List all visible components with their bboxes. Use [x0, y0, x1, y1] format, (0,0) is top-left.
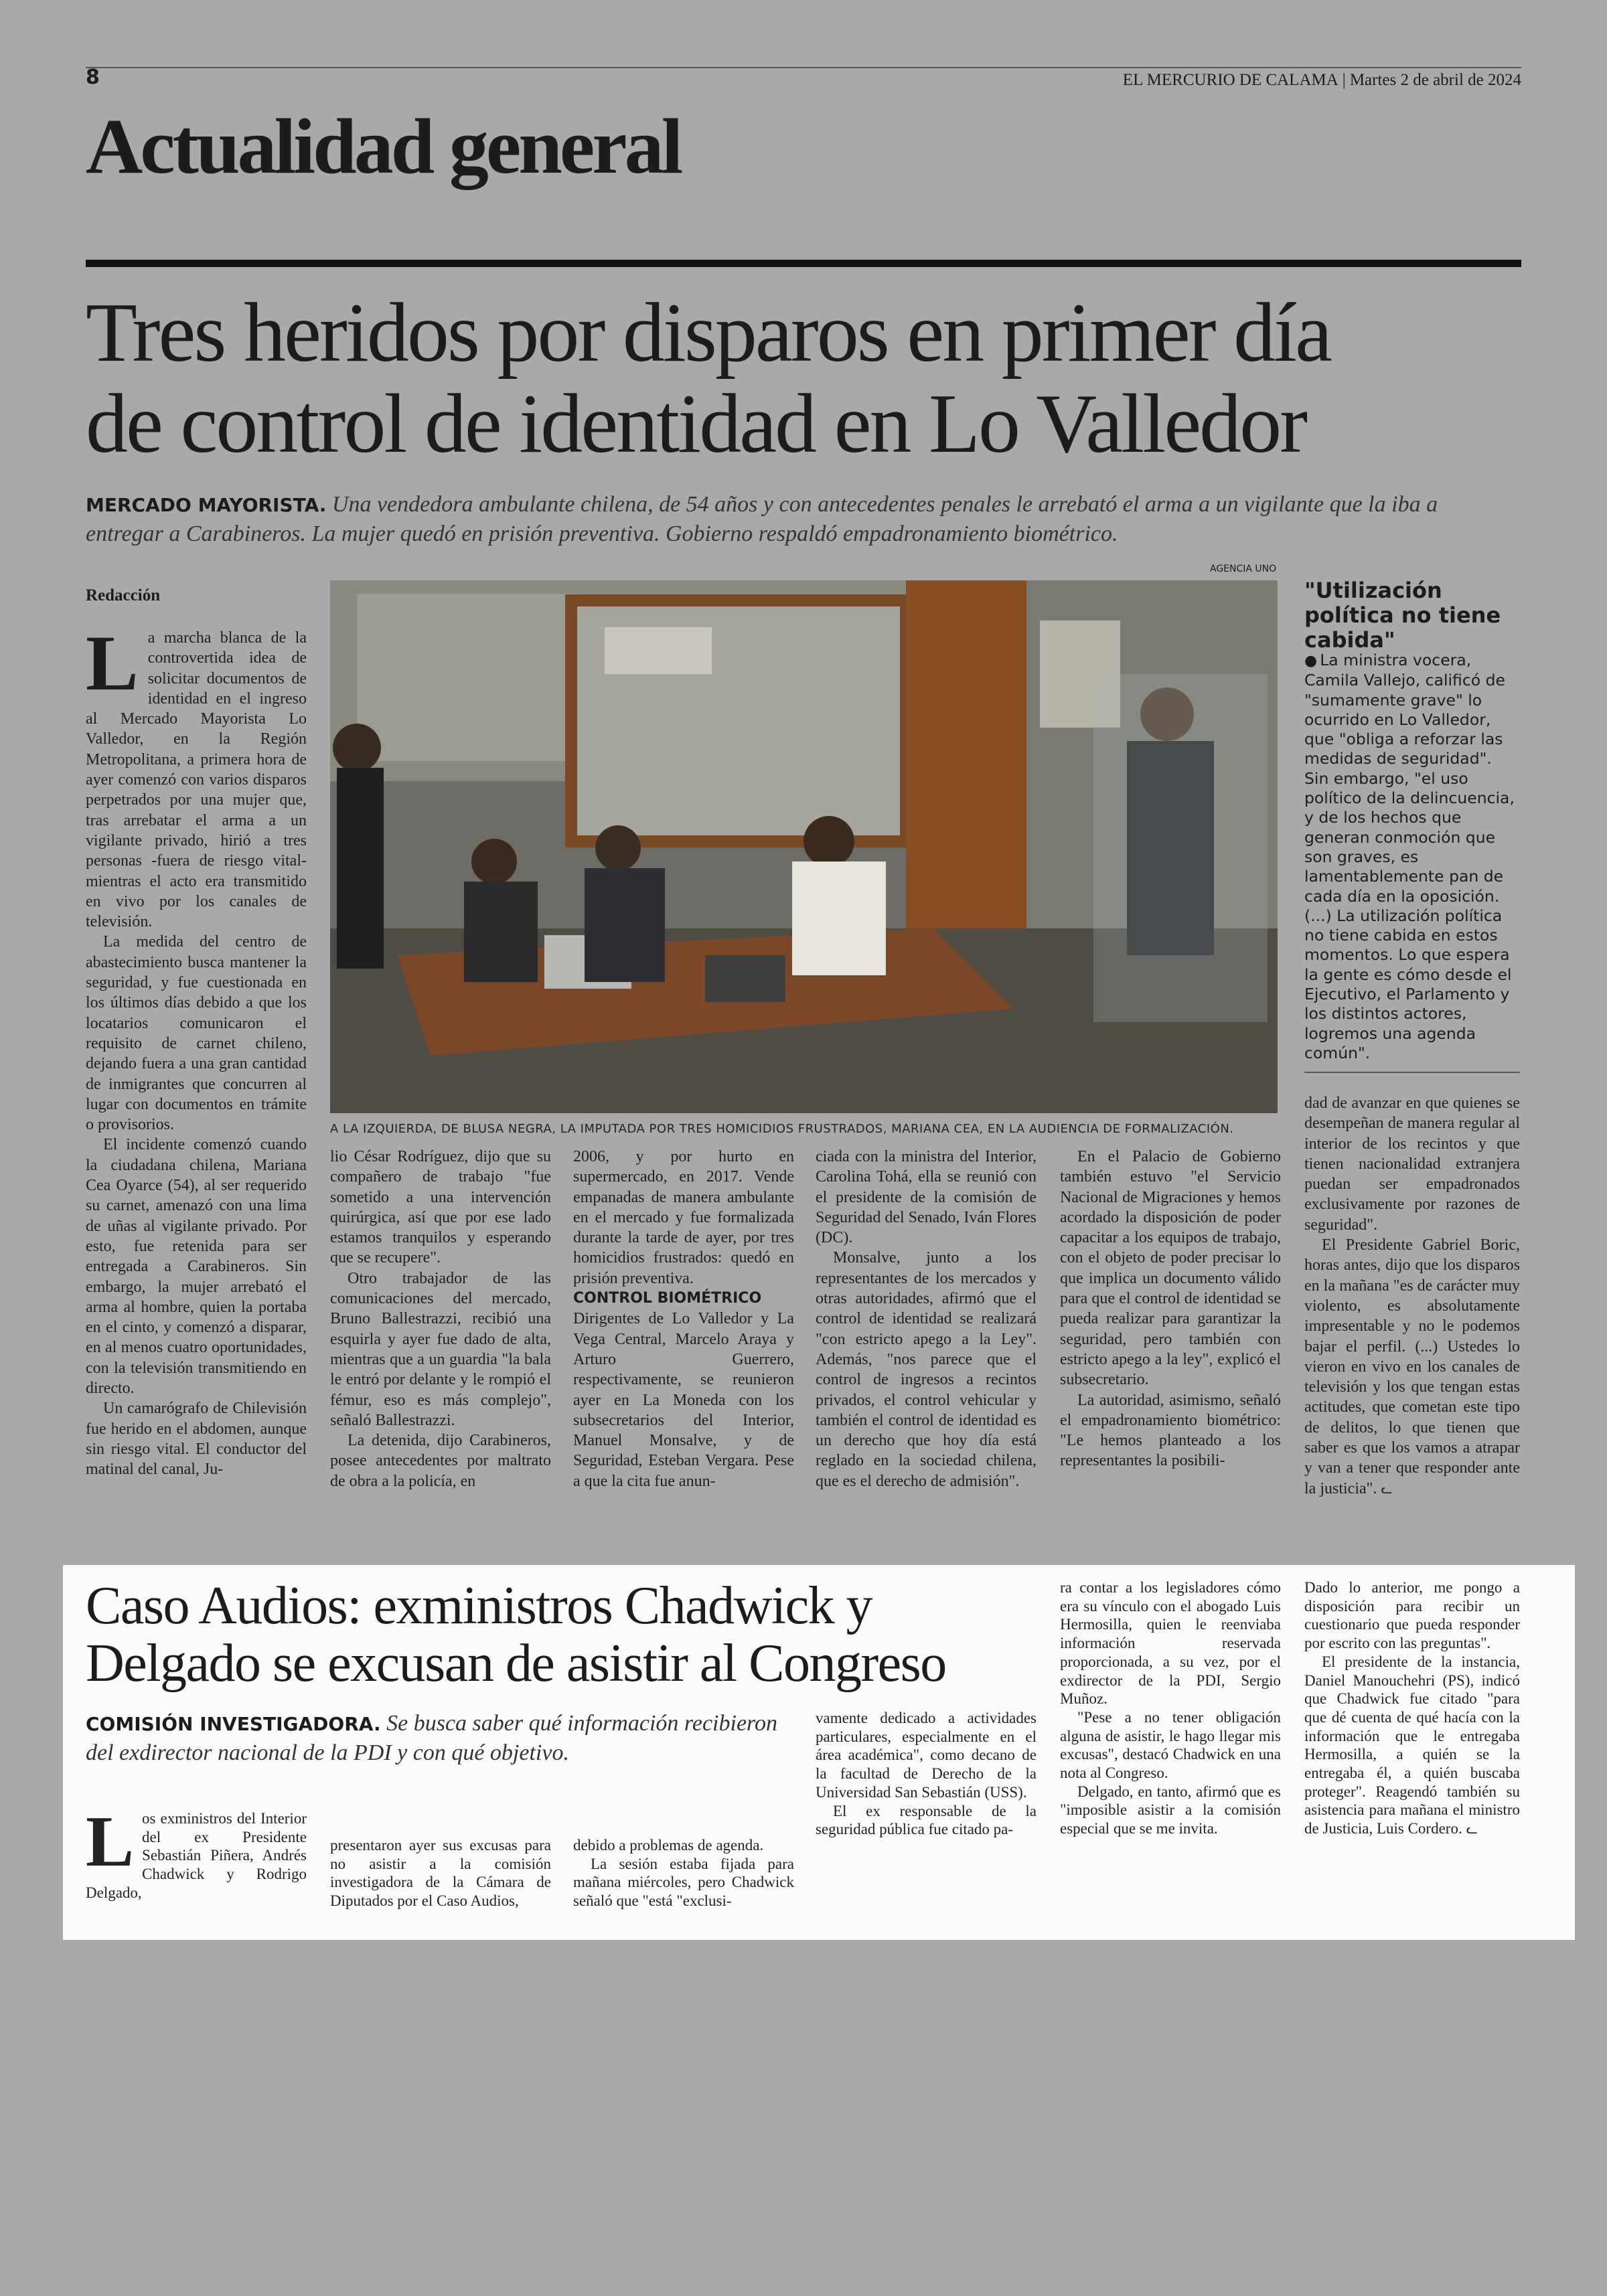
article-column-6: [1304, 1093, 1520, 1499]
courtroom-photo: [330, 580, 1278, 1113]
section-rule: [86, 260, 1521, 267]
second-headline: Caso Audios: exministros Chadwick y Delgado se excusan de asistir al Congreso: [86, 1576, 946, 1694]
photo-credit: AGENCIA UNO: [1210, 564, 1277, 574]
headline-line-1: Tres heridos por disparos en primer día: [86, 286, 1331, 380]
headline-line-2: de control de identidad en Lo Valledor: [86, 378, 1306, 471]
sidebar-title: "Utilización política no tiene cabida": [1304, 578, 1501, 653]
section-title: Actualidad general: [86, 102, 681, 190]
paragraph: debido a problemas de agenda.: [573, 1837, 764, 1854]
paragraph: Un camarógrafo de Chilevisión fue herido en el abdomen, aunque sin riesgo vital. El conductor del matinal del canal, Ju-: [86, 1400, 307, 1479]
second-column-2: [330, 1836, 551, 1910]
main-headline: [86, 288, 1519, 470]
paragraph: 2006, y por hurto en supermercado, en 2017. Vende empanadas de manera ambulante en el mercado y fue formalizada durante la tarde de ayer, por tres homicidios frustrados: quedó en prisión preventiva.: [573, 1148, 794, 1287]
paragraph: Monsalve, junto a los representantes de los mercados y otras autoridades, afirmó que el control de identidad se realizará "con estricto apego a la Ley". Además, "nos parece que el control de ingresos a recintos privados, el control vehicular y también el control de identidad es un derecho que hoy día está reglado en la sociedad chilena, que es el derecho de admisión".: [816, 1249, 1037, 1490]
article-column-2: [330, 1147, 551, 1491]
second-column-3: [573, 1836, 794, 1910]
article-column-4: [816, 1147, 1037, 1491]
paragraph: La medida del centro de abastecimiento busca mantener la seguridad, y fue cuestionada en los últimos días debido a que los locatarios comunicaron el requisito de carnet chileno, dejando fuera a una gran cantidad de inmigrantes que concurren al lugar con documentos en trámite o provisorios.: [86, 933, 307, 1134]
article-column-1: [86, 619, 307, 1479]
paragraph: [1304, 1653, 1520, 1839]
paragraph: Dirigentes de Lo Valledor y La Vega Central, Marcelo Araya y Arturo Guerrero, respectivamente, se reunieron ayer en La Moneda con los subsecretarios del Interior, Manuel Monsalve, y de Seguridad, Esteban Vergara. Pese a que la cita fue anun-: [573, 1310, 794, 1490]
paragraph: Dado lo anterior, me pongo a disposición para recibir un cuestionario que pueda responder por escrito con las preguntas".: [1304, 1579, 1520, 1652]
newspaper-name: EL MERCURIO DE CALAMA: [1122, 71, 1338, 89]
paragraph: Otro trabajador de las comunicaciones del mercado, Bruno Ballestrazzi, recibió una esquirla y ayer fue dado de alta, mientras que a un guardia "la bala le entró por delante y le rompió el fémur, eso es más complejo", señaló Ballestrazzi.: [330, 1269, 551, 1429]
photo-caption: A LA IZQUIERDA, DE BLUSA NEGRA, LA IMPUTADA POR TRES HOMICIDIOS FRUSTRADOS, MARIANA CEA, EN LA AUDIENCIA DE FORMALIZACIÓN.: [330, 1122, 1234, 1136]
sidebar-rule: [1304, 1072, 1520, 1073]
paragraph: La detenida, dijo Carabineros, posee antecedentes por maltrato de obra a la policía, en: [330, 1432, 551, 1490]
drop-cap: L: [86, 619, 139, 707]
sidebar-text: La ministra vocera, Camila Vallejo, calificó de "sumamente grave" lo ocurrido en Lo Valledor, que "obliga a reforzar las medidas de seguridad". Sin embargo, "el uso político de la delincuencia, y de los hechos que generan conmoción que son graves, es lamentablemente pan de cada día en la oposición. (...) La utilización política no tiene cabida en estos momentos. Lo que espera la gente es cómo desde el Ejecutivo, el Parlamento y los distintos actores, logremos una agenda común".: [1304, 651, 1515, 1062]
article-column-3: [573, 1147, 794, 1491]
deck-kicker: MERCADO MAYORISTA.: [86, 494, 327, 516]
top-rule: [86, 67, 1521, 68]
drop-cap: L: [86, 1802, 135, 1882]
subhead: CONTROL BIOMÉTRICO: [573, 1290, 762, 1307]
paragraph: El ex responsable de la seguridad pública fue citado pa-: [816, 1802, 1037, 1838]
paragraph: [86, 619, 307, 932]
second-column-4: [816, 1709, 1037, 1839]
second-column-5: [1060, 1578, 1281, 1838]
byline: Redacción: [86, 586, 161, 604]
paragraph: dad de avanzar en que quienes se desempeñan de manera regular al interior de los recintos y que tienen nacionalidad extranjera puedan ser empadronados exclusivamente por razones de seguridad".: [1304, 1094, 1520, 1234]
masthead: EL MERCURIO DE CALAMA | Martes 2 de abril de 2024: [1122, 71, 1521, 89]
end-mark-icon: ᓚ: [1381, 1480, 1393, 1497]
paragraph: "Pese a no tener obligación alguna de asistir, le hago llegar mis excusas", destacó Chadwick en una nota al Congreso.: [1060, 1708, 1281, 1782]
page-number: 8: [86, 66, 100, 89]
paragraph: El incidente comenzó cuando la ciudadana chilena, Mariana Cea Oyarce (54), al ser requerido su carnet, amenazó con una lima de uñas al vigilante privado. Por esto, fue retenida para ser entregada a Carabineros. Sin embargo, la mujer arrebató el arma al hombre, quien la portaba en el cinto, y comenzó a disparar, en al menos cuatro oportunidades, con la televisión transmitiendo en directo.: [86, 1136, 307, 1397]
deck-text: Una vendedora ambulante chilena, de 54 años y con antecedentes penales le arrebató el arma a un vigilante que la iba a entregar a Carabineros. La mujer quedó en prisión preventiva. Gobierno respaldó empadronamiento biométrico.: [86, 492, 1438, 546]
paragraph: Delgado, en tanto, afirmó que es "imposible asistir a la comisión especial que se me invita.: [1060, 1783, 1281, 1837]
paragraph: ciada con la ministra del Interior, Carolina Tohá, ella se reunió con el presidente de la comisión de Seguridad del Senado, Iván Flores (DC).: [816, 1148, 1037, 1247]
paragraph: ra contar a los legisladores cómo era su vínculo con el abogado Luis Hermosilla, quien le reenviaba información reservada proporcionada, a su vez, por el exdirector de la PDI, Sergio Muñoz.: [1060, 1579, 1281, 1708]
bullet-icon: ●: [1304, 653, 1318, 669]
paragraph: presentaron ayer sus excusas para no asistir a la comisión investigadora de la Cámara de Diputados por el Caso Audios,: [330, 1837, 551, 1910]
issue-date: Martes 2 de abril de 2024: [1349, 71, 1521, 89]
paragraph-text: El presidente de la instancia, Daniel Manouchehri (PS), indicó que Chadwick fue citado "para que dé cuenta de qué hacía con la información que le entregaba Hermosilla, a quién se la entregaba él, a quién buscaba proteger". Reagendó también su asistencia para mañana el ministro de Justicia, Luis Cordero.: [1304, 1653, 1520, 1837]
end-mark-icon: ᓚ: [1466, 1821, 1478, 1837]
paragraph: La autoridad, asimismo, señaló el empadronamiento biométrico: "Le hemos planteado a los representantes la posibili-: [1060, 1391, 1281, 1470]
second-column-1: [86, 1802, 307, 1902]
paragraph: [86, 1802, 307, 1902]
deck-text: Se busca saber qué información recibieron del exdirector nacional de la PDI y con qué objetivo.: [86, 1711, 778, 1765]
second-column-6: [1304, 1578, 1520, 1839]
sidebar-body: [1304, 651, 1519, 1063]
paragraph-text: El Presidente Gabriel Boric, horas antes, dijo que los disparos en la mañana "es de carácter muy violento, es absolutamente impresentable y no le podemos bajar el perfil. (...) Ustedes lo vieron en vivo en los canales de televisión y los que tengan estas actitudes, que cometan este tipo de delitos, lo que tienen que saber es que los vamos a atrapar y van a tener que responder ante la justicia".: [1304, 1236, 1520, 1497]
paragraph-text: os exministros del Interior del ex Presidente Sebastián Piñera, Andrés Chadwick y Rodrigo Delgado,: [86, 1810, 307, 1901]
paragraph-text: a marcha blanca de la controvertida idea de solicitar documentos de identidad en el ingreso al Mercado Mayorista Lo Valledor, en la Región Metropolitana, a primera hora de ayer comenzó con varios disparos perpetrados por una mujer que, tras arrebatar el arma a un vigilante privado, hirió a tres personas -fuera de riesgo vital- mientras el acto era transmitido en vivo por los canales de televisión.: [86, 629, 307, 931]
paragraph: La sesión estaba fijada para mañana miércoles, pero Chadwick señaló que "está "exclusi-: [573, 1855, 794, 1910]
courtroom-photo-image: [330, 580, 1278, 1113]
main-deck: [86, 490, 1519, 548]
paragraph: [1304, 1235, 1520, 1499]
paragraph: lio César Rodríguez, dijo que su compañero de trabajo "fue sometido a una intervención quirúrgica, así que por ese lado estamos tranquilos y esperando que se recupere".: [330, 1148, 551, 1267]
second-deck: [86, 1709, 802, 1767]
paragraph: En el Palacio de Gobierno también estuvo "el Servicio Nacional de Migraciones y hemos acordado la disposición de poder capacitar a los equipos de trabajo, con el objeto de poder precisar lo que implica un documento válido para que el control de identidad se pueda realizar para garantizar la seguridad, pero también con estricto apego a la ley", explicó el subsecretario.: [1060, 1148, 1281, 1389]
article-column-5: [1060, 1147, 1281, 1471]
deck-kicker: COMISIÓN INVESTIGADORA.: [86, 1713, 381, 1735]
paragraph: vamente dedicado a actividades particulares, especialmente en el área académica", como decano de la facultad de Derecho de la Universidad San Sebastián (USS).: [816, 1710, 1037, 1801]
